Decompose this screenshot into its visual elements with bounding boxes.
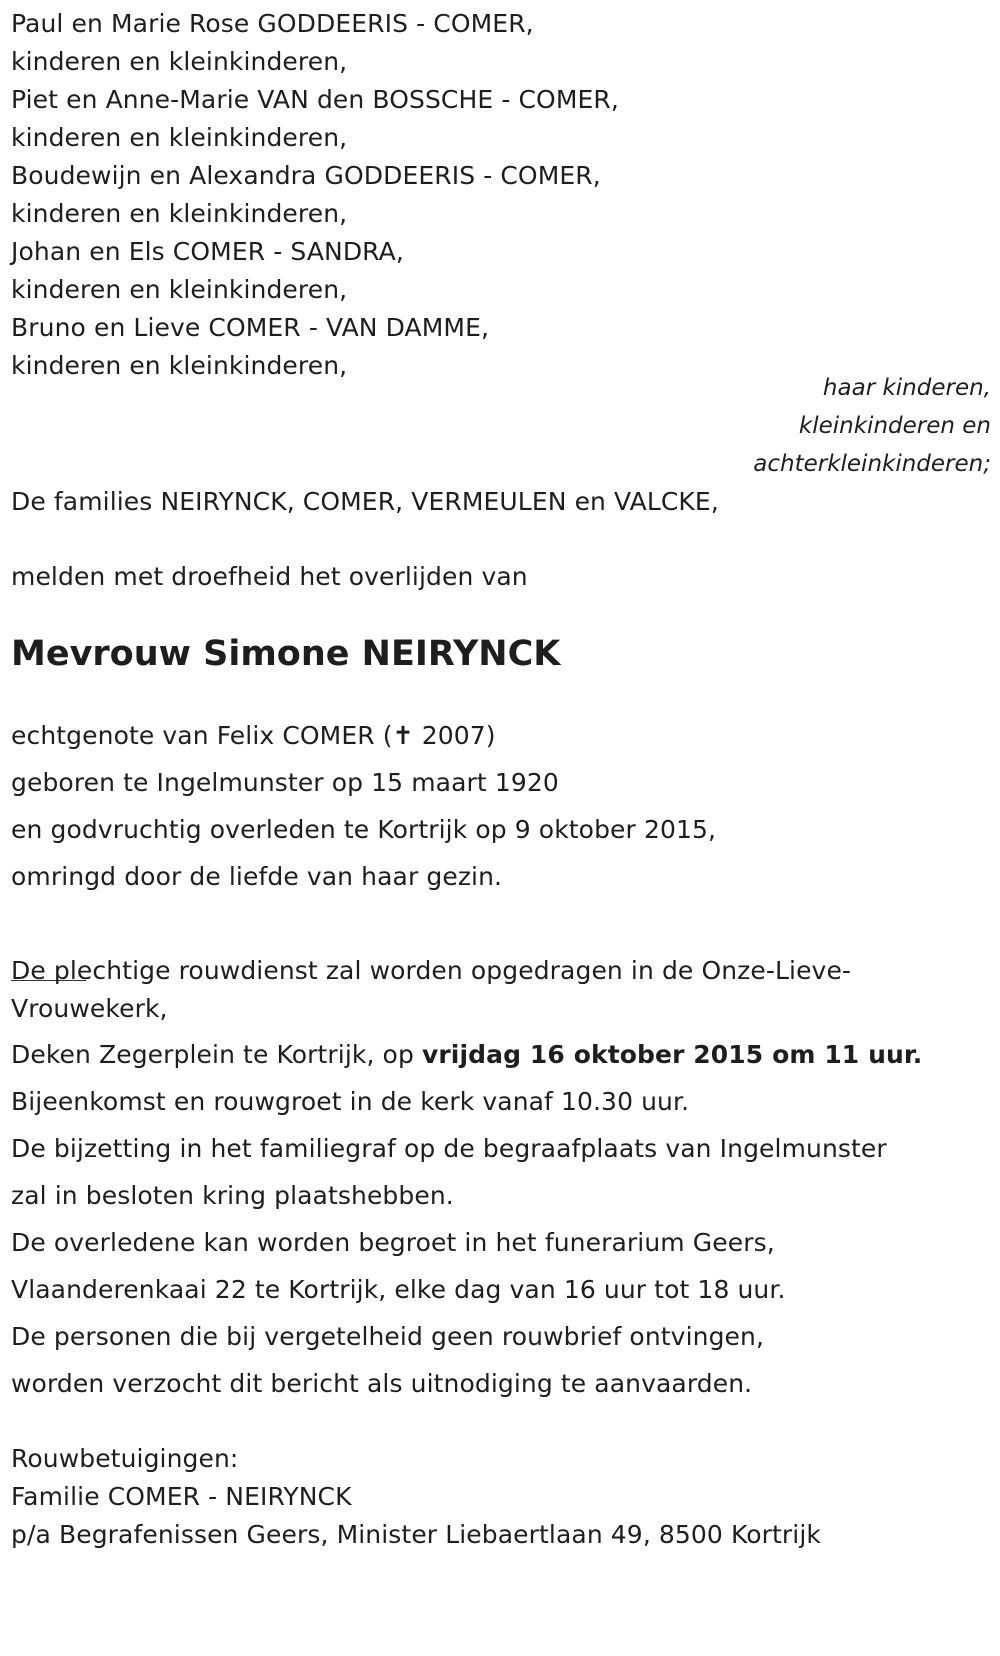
condolences-address: p/a Begrafenissen Geers, Minister Liebaertlaan 49, 8500 Kortrijk bbox=[11, 1520, 821, 1549]
announcement: melden met droefheid het overlijden van bbox=[11, 562, 528, 591]
relation-line: kleinkinderen en bbox=[798, 413, 991, 439]
family-line: kinderen en kleinkinderen, bbox=[11, 275, 348, 304]
family-line: kinderen en kleinkinderen, bbox=[11, 351, 348, 380]
service-line: De plechtige rouwdienst zal worden opgedragen in de Onze-Lieve- bbox=[11, 956, 852, 985]
bio-line: echtgenote van Felix COMER (✝ 2007) bbox=[11, 721, 496, 750]
service-location: Deken Zegerplein te Kortrijk, op bbox=[11, 1040, 422, 1069]
family-line: Bruno en Lieve COMER - VAN DAMME, bbox=[11, 313, 490, 342]
family-line: kinderen en kleinkinderen, bbox=[11, 199, 348, 228]
deceased-name: Mevrouw Simone NEIRYNCK bbox=[11, 634, 561, 674]
service-line: De personen die bij vergetelheid geen rouwbrief ontvingen, bbox=[11, 1322, 765, 1351]
service-line: worden verzocht dit bericht als uitnodiging te aanvaarden. bbox=[11, 1369, 753, 1398]
bio-line: geboren te Ingelmunster op 15 maart 1920 bbox=[11, 768, 559, 797]
service-line: Vrouwekerk, bbox=[11, 994, 168, 1023]
service-line: De bijzetting in het familiegraf op de begraafplaats van Ingelmunster bbox=[11, 1134, 887, 1163]
relation-line: achterkleinkinderen; bbox=[753, 451, 991, 477]
service-date-line bbox=[11, 1040, 922, 1070]
family-line: Paul en Marie Rose GODDEERIS - COMER, bbox=[11, 9, 534, 38]
family-line: kinderen en kleinkinderen, bbox=[11, 47, 348, 76]
service-datetime: vrijdag 16 oktober 2015 om 11 uur. bbox=[421, 1040, 923, 1069]
family-line: Johan en Els COMER - SANDRA, bbox=[11, 237, 404, 266]
family-line: Piet en Anne-Marie VAN den BOSSCHE - COMER, bbox=[11, 85, 619, 114]
obituary-notice bbox=[11, 0, 991, 1656]
bio-line: omringd door de liefde van haar gezin. bbox=[11, 862, 503, 891]
relation-line: haar kinderen, bbox=[822, 375, 991, 401]
service-line: Vlaanderenkaai 22 te Kortrijk, elke dag van 16 uur tot 18 uur. bbox=[11, 1275, 786, 1304]
family-line: Boudewijn en Alexandra GODDEERIS - COMER, bbox=[11, 161, 601, 190]
bio-line: en godvruchtig overleden te Kortrijk op 9 oktober 2015, bbox=[11, 815, 717, 844]
other-families: De families NEIRYNCK, COMER, VERMEULEN en VALCKE, bbox=[11, 487, 719, 516]
family-line: kinderen en kleinkinderen, bbox=[11, 123, 348, 152]
condolences-heading: Rouwbetuigingen: bbox=[11, 1444, 239, 1473]
service-line: zal in besloten kring plaatshebben. bbox=[11, 1181, 454, 1210]
service-line: De overledene kan worden begroet in het funerarium Geers, bbox=[11, 1228, 775, 1257]
service-line: Bijeenkomst en rouwgroet in de kerk vanaf 10.30 uur. bbox=[11, 1087, 690, 1116]
condolences-name: Familie COMER - NEIRYNCK bbox=[11, 1482, 352, 1511]
